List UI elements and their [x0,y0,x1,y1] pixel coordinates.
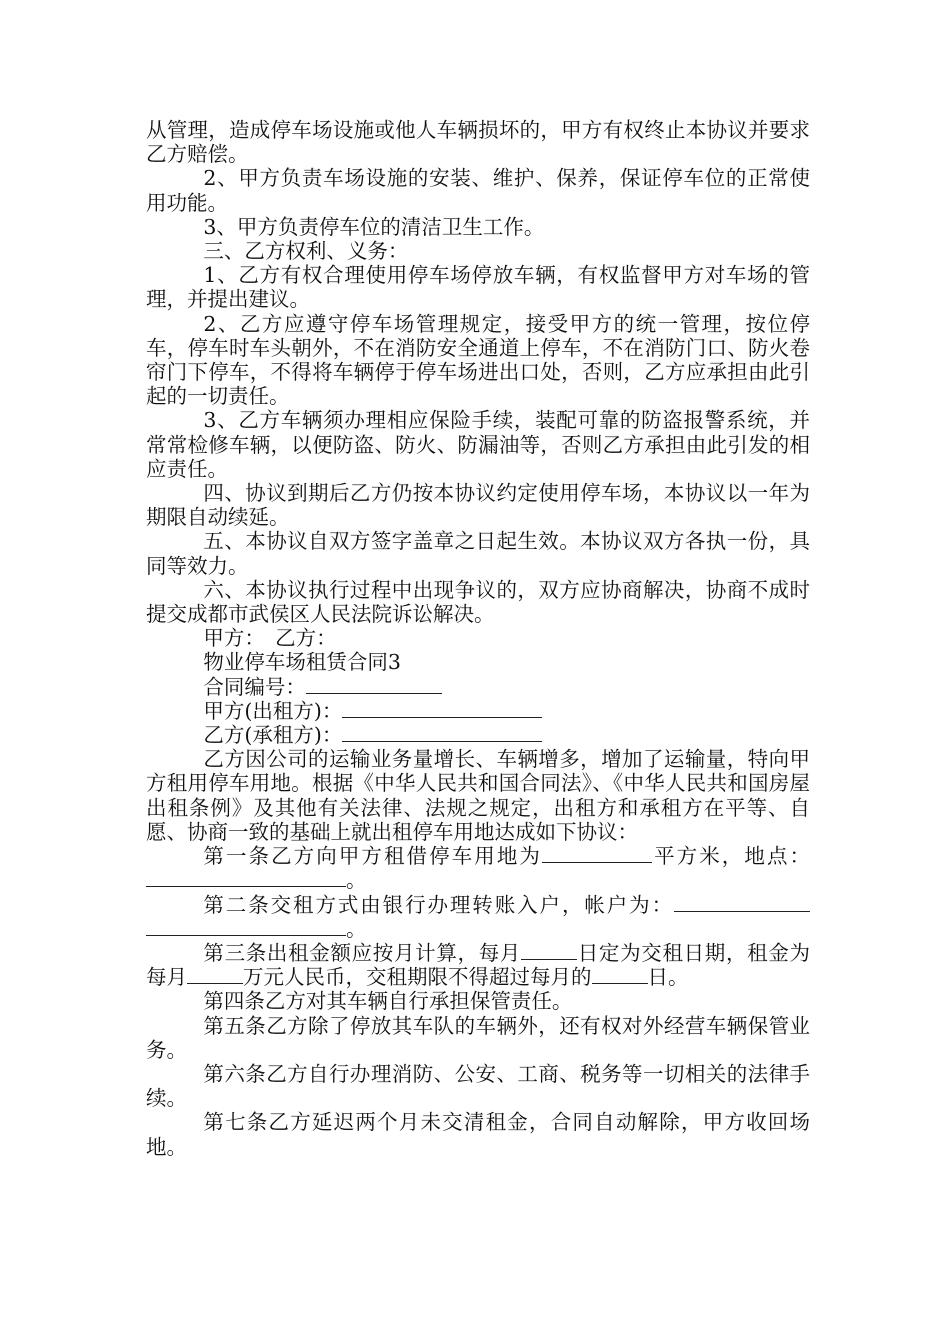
contract-number-blank [306,675,442,694]
paragraph: 2、甲方负责车场设施的安装、维护、保养，保证停车位的正常使用功能。 [146,166,810,215]
article-4: 第四条乙方对其车辆自行承担保管责任。 [203,989,573,1014]
article-2-text: 第二条交租方式由银行办理转账入户，帐户为： [203,892,674,917]
paragraph: 3、甲方负责停车位的清洁卫生工作。 [203,214,545,239]
party-b-label: 乙方(承租方)： [203,723,343,748]
account-blank-2 [146,917,346,936]
contract-number-line [146,675,810,699]
article-2-end: 。 [346,916,367,941]
article-3-text-a: 第三条出租金额应按月计算，每月 [203,940,522,965]
document-body [146,118,810,1159]
party-a-line [146,699,810,723]
contract-number-label: 合同编号： [203,674,306,699]
section-heading: 三、乙方权利、义务： [203,239,409,264]
article-7: 第七条乙方延迟两个月未交清租金，合同自动解除，甲方收回场地。 [146,1110,810,1159]
article-1 [146,844,810,892]
article-2 [146,893,810,941]
party-b-line [146,723,810,747]
article-3-text-c: 万元人民币，交租期限不得超过每月的 [243,965,592,990]
article-6: 第六条乙方自行办理消防、公安、工商、税务等一切相关的法律手续。 [146,1061,810,1111]
location-blank [146,868,346,887]
article-1-text-a: 第一条乙方向甲方租借停车用地为 [203,844,542,869]
pay-day-blank [521,941,577,960]
article-3-text-b: 日定为交租日期，租金为每月 [146,940,811,990]
deadline-day-blank [592,965,648,984]
account-blank-1 [674,893,810,912]
area-blank [542,844,652,863]
party-a-blank [342,699,542,718]
article-5: 第五条乙方除了停放其车队的车辆外，还有权对外经营车辆保管业务。 [146,1013,810,1062]
paragraph: 六、本协议执行过程中出现争议的，双方应协商解决，协商不成时提交成都市武侯区人民法院诉讼解决。 [146,577,810,627]
party-b-blank [342,723,542,742]
paragraph: 1、乙方有权合理使用停车场停放车辆，有权监督甲方对车场的管理，并提出建议。 [146,263,810,312]
article-1-end: 。 [346,868,367,893]
rent-amount-blank [187,965,243,984]
article-3 [146,941,810,989]
paragraph: 2、乙方应遵守停车场管理规定，接受甲方的统一管理，按位停车，停车时车头朝外，不在消防安全通道上停车，不在消防门口、防火卷帘门下停车，不得将车辆停于停车场进出口处，否则，乙方应承担由此引起的一切责任。 [146,311,810,409]
paragraph: 3、乙方车辆须办理相应保险手续，装配可靠的防盗报警系统，并常常检修车辆，以便防盗、防火、防漏油等，否则乙方承担由此引发的相应责任。 [146,408,810,481]
contract-title: 物业停车场租赁合同3 [203,650,401,675]
signature-line: 甲方： 乙方： [203,626,337,651]
article-1-text-b: 平方米，地点： [652,844,811,869]
party-a-label: 甲方(出租方)： [203,698,343,723]
intro-paragraph: 乙方因公司的运输业务量增长、车辆增多，增加了运输量，特向甲方租用停车用地。根据《中华人民共和国合同法》、《中华人民共和国房屋出租条例》及其他有关法律、法规之规定，出租方和承租方在平等、自愿、协商一致的基础上就出租停车用地达成如下协议： [146,747,810,844]
paragraph: 四、协议到期后乙方仍按本协议约定使用停车场，本协议以一年为期限自动续延。 [146,481,810,530]
paragraph: 五、本协议自双方签字盖章之日起生效。本协议双方各执一份，具同等效力。 [146,529,810,578]
paragraph: 从管理，造成停车场设施或他人车辆损坏的，甲方有权终止本协议并要求乙方赔偿。 [146,118,810,167]
article-3-text-d: 日。 [647,965,689,990]
